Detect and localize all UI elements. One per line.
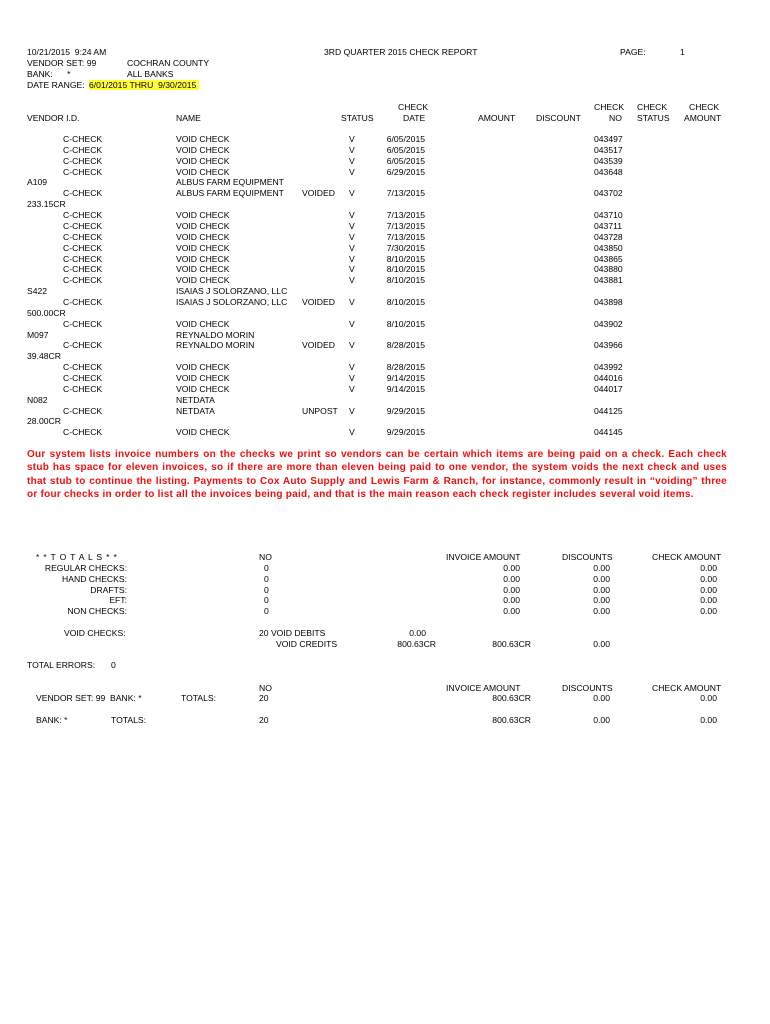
totals-line-label: NON CHECKS:	[67, 606, 127, 617]
total-errors-label: TOTAL ERRORS:	[27, 660, 96, 670]
void-checks-label: VOID CHECKS:	[64, 628, 126, 638]
row-status: V	[349, 155, 355, 166]
row-status: V	[349, 405, 355, 416]
row-check-no: 043881	[594, 275, 623, 286]
row-name: REYNALDO MORIN	[176, 340, 255, 351]
row-vendor-name: NETDATA	[176, 394, 215, 405]
row-vendor-amount: 39.48CR	[27, 351, 61, 362]
row-type: C-CHECK	[63, 134, 103, 144]
summary-vendor-set-label: VENDOR SET: 99 BANK: *	[36, 693, 142, 703]
row-check-no: 044016	[594, 372, 623, 383]
row-check-no: 044145	[594, 427, 623, 438]
date-range-highlight: 6/01/2015 THRU 9/30/2015	[89, 80, 199, 90]
row-name: VOID CHECK	[176, 275, 230, 286]
row-date: 7/13/2015	[386, 188, 425, 199]
totals-line-discounts: 0.00	[593, 606, 610, 617]
row-name: VOID CHECK	[176, 231, 230, 242]
row-name: VOID CHECK	[176, 427, 230, 438]
row-vendor-name: REYNALDO MORIN	[176, 329, 255, 340]
row-date: 6/05/2015	[386, 155, 425, 166]
row-type: C-CHECK	[63, 220, 103, 231]
totals-line-discounts: 0.00	[593, 573, 610, 584]
row-status: V	[349, 372, 355, 383]
row-vendor-id: M097	[27, 329, 49, 340]
row-status: V	[349, 296, 355, 307]
row-check-no: 044017	[594, 383, 623, 394]
summary-bank-totals-label: TOTALS:	[111, 715, 147, 725]
totals-line-no: 0	[264, 573, 269, 584]
bank-label: BANK: *	[27, 69, 71, 79]
row-date: 8/10/2015	[386, 318, 425, 329]
row-status: V	[349, 253, 355, 264]
row-vendor-amount: 233.15CR	[27, 199, 66, 210]
summary-discounts-header: DISCOUNTS	[562, 683, 613, 693]
row-type: C-CHECK	[63, 275, 103, 286]
explanation-note: Our system lists invoice numbers on the checks we print so vendors can be certain which items are being paid on a check. Each check stub has space for eleven invoices, so if there are more than eleven being paid to one vendor, the system voids the next check and uses that stub to continue the listing. Payments to Cox Auto Supply and Lewis Farm & Ranch, for instance, commonly result in “voiding” three or four checks in order to list all the invoices being paid, and that is the main reason each check register includes several void items.	[27, 449, 727, 500]
col-date: DATE	[403, 113, 426, 123]
row-check-no: 043517	[594, 144, 623, 155]
row-check-no: 043992	[594, 362, 623, 373]
row-type: C-CHECK	[63, 242, 103, 253]
void-credits-discounts: 0.00	[593, 639, 610, 649]
summary-check-amount-header: CHECK AMOUNT	[652, 683, 722, 693]
summary-bank-check: 0.00	[700, 715, 717, 725]
col-no: NO	[609, 113, 622, 123]
row-check-no: 043711	[594, 220, 623, 231]
row-status: V	[349, 362, 355, 373]
col-status: STATUS	[341, 113, 374, 123]
row-date: 8/10/2015	[386, 264, 425, 275]
row-type: C-CHECK	[63, 144, 103, 155]
row-status: V	[349, 166, 355, 177]
totals-line-label: DRAFTS:	[90, 584, 127, 595]
totals-line-invoice: 0.00	[503, 606, 520, 617]
row-name: VOID CHECK	[176, 264, 230, 275]
totals-line-discounts: 0.00	[593, 595, 610, 606]
vendor-set-name: COCHRAN COUNTY	[127, 58, 210, 68]
row-check-no: 044125	[594, 405, 623, 416]
total-errors-value: 0	[111, 660, 116, 670]
row-date: 8/10/2015	[386, 253, 425, 264]
totals-line-invoice: 0.00	[503, 584, 520, 595]
report-datetime: 10/21/2015 9:24 AM	[27, 47, 107, 57]
bank-name: ALL BANKS	[127, 69, 174, 79]
row-check-no: 043539	[594, 155, 623, 166]
summary-bank-label: BANK: *	[36, 715, 68, 725]
date-range-label: DATE RANGE:	[27, 80, 85, 90]
void-credits-label: VOID CREDITS	[276, 639, 338, 649]
row-status: V	[349, 134, 355, 144]
row-type: C-CHECK	[63, 253, 103, 264]
totals-line-check: 0.00	[700, 573, 717, 584]
summary-bank-discounts: 0.00	[593, 715, 610, 725]
totals-line-check: 0.00	[700, 606, 717, 617]
row-vendor-id: A109	[27, 177, 48, 188]
row-status: V	[349, 242, 355, 253]
row-check-no: 043648	[594, 166, 623, 177]
totals-line-no: 0	[264, 606, 269, 617]
totals-line-no: 0	[264, 595, 269, 606]
summary-vendor-no: 20	[259, 693, 269, 703]
totals-line-invoice: 0.00	[503, 563, 520, 573]
row-date: 6/29/2015	[386, 166, 425, 177]
row-check-no: 043865	[594, 253, 623, 264]
totals-line-invoice: 0.00	[503, 595, 520, 606]
row-status: V	[349, 340, 355, 351]
col-vendor-id: VENDOR I.D.	[27, 113, 80, 123]
totals-line-check: 0.00	[700, 563, 717, 573]
row-vendor-amount: 28.00CR	[27, 416, 61, 427]
row-name: VOID CHECK	[176, 362, 230, 373]
row-vendor-id: N082	[27, 394, 48, 405]
summary-vendor-check: 0.00	[700, 693, 717, 703]
row-name: VOID CHECK	[176, 253, 230, 264]
row-check-no: 043966	[594, 340, 623, 351]
totals-no-header: NO	[259, 552, 272, 562]
row-name: VOID CHECK	[176, 318, 230, 329]
row-status: V	[349, 427, 355, 438]
row-type: C-CHECK	[63, 340, 103, 351]
summary-vendor-invoice: 800.63CR	[492, 693, 531, 703]
col-check-status: STATUS	[637, 113, 670, 123]
row-type: C-CHECK	[63, 405, 103, 416]
row-name: VOID CHECK	[176, 383, 230, 394]
row-type: C-CHECK	[63, 231, 103, 242]
totals-line-no: 0	[264, 563, 269, 573]
row-type: C-CHECK	[63, 264, 103, 275]
row-name: VOID CHECK	[176, 144, 230, 155]
row-vendor-id: S422	[27, 286, 48, 296]
totals-line-check: 0.00	[700, 595, 717, 606]
row-voided-flag: VOIDED	[302, 188, 335, 199]
totals-line-invoice: 0.00	[503, 573, 520, 584]
col-discount: DISCOUNT	[536, 113, 581, 123]
row-voided-flag: VOIDED	[302, 340, 335, 351]
row-check-no: 043880	[594, 264, 623, 275]
row-type: C-CHECK	[63, 372, 103, 383]
row-check-no: 043497	[594, 134, 623, 144]
row-name: ISAIAS J SOLORZANO, LLC	[176, 296, 288, 307]
totals-line-check: 0.00	[700, 584, 717, 595]
totals-discounts-header: DISCOUNTS	[562, 552, 613, 562]
void-credits-amount: 800.63CR	[397, 639, 436, 649]
col-check-status-top: CHECK	[637, 102, 668, 112]
row-status: V	[349, 318, 355, 329]
summary-bank-no: 20	[259, 715, 269, 725]
row-voided-flag: UNPOST	[302, 405, 338, 416]
row-status: V	[349, 220, 355, 231]
totals-line-label: EFT:	[109, 595, 127, 606]
totals-line-label: HAND CHECKS:	[62, 573, 127, 584]
summary-vendor-discounts: 0.00	[593, 693, 610, 703]
summary-no-header: NO	[259, 683, 272, 693]
col-check-no-top: CHECK	[594, 102, 625, 112]
row-status: V	[349, 264, 355, 275]
row-type: C-CHECK	[63, 362, 103, 373]
row-type: C-CHECK	[63, 296, 103, 307]
row-date: 7/13/2015	[386, 231, 425, 242]
void-debits-amount: 0.00	[409, 628, 426, 638]
row-date: 9/14/2015	[386, 383, 425, 394]
row-date: 8/28/2015	[386, 362, 425, 373]
row-type: C-CHECK	[63, 427, 103, 438]
row-status: V	[349, 383, 355, 394]
totals-line-discounts: 0.00	[593, 563, 610, 573]
row-name: NETDATA	[176, 405, 215, 416]
row-status: V	[349, 188, 355, 199]
void-debits-label: 20 VOID DEBITS	[259, 628, 326, 638]
row-date: 7/13/2015	[386, 220, 425, 231]
row-check-no: 043702	[594, 188, 623, 199]
row-check-no: 043902	[594, 318, 623, 329]
row-date: 6/05/2015	[386, 144, 425, 155]
row-check-no: 043728	[594, 231, 623, 242]
row-status: V	[349, 275, 355, 286]
page-number: 1	[680, 47, 685, 57]
col-check-amount-top: CHECK	[689, 102, 720, 112]
row-name: VOID CHECK	[176, 242, 230, 253]
row-date: 8/10/2015	[386, 296, 425, 307]
page-label: PAGE:	[620, 47, 646, 57]
row-name: VOID CHECK	[176, 155, 230, 166]
row-check-no: 043850	[594, 242, 623, 253]
row-name: VOID CHECK	[176, 372, 230, 383]
summary-invoice-header: INVOICE AMOUNT	[446, 683, 521, 693]
row-date: 7/30/2015	[386, 242, 425, 253]
row-type: C-CHECK	[63, 155, 103, 166]
row-name: VOID CHECK	[176, 220, 230, 231]
row-vendor-name: ISAIAS J SOLORZANO, LLC	[176, 286, 288, 296]
row-type: C-CHECK	[63, 318, 103, 329]
totals-title: * * T O T A L S * *	[36, 552, 118, 562]
row-name: VOID CHECK	[176, 166, 230, 177]
row-date: 6/05/2015	[386, 134, 425, 144]
col-check-amount: AMOUNT	[684, 113, 722, 123]
totals-invoice-header: INVOICE AMOUNT	[446, 552, 521, 562]
col-check-top: CHECK	[398, 102, 429, 112]
row-type: C-CHECK	[63, 210, 103, 220]
row-status: V	[349, 231, 355, 242]
row-date: 8/28/2015	[386, 340, 425, 351]
row-vendor-amount: 500.00CR	[27, 307, 66, 318]
row-name: ALBUS FARM EQUIPMENT	[176, 188, 284, 199]
row-type: C-CHECK	[63, 166, 103, 177]
row-check-no: 043898	[594, 296, 623, 307]
row-type: C-CHECK	[63, 383, 103, 394]
summary-vendor-totals-label: TOTALS:	[181, 693, 217, 703]
totals-line-label: REGULAR CHECKS:	[44, 563, 127, 573]
totals-check-amount-header: CHECK AMOUNT	[652, 552, 722, 562]
summary-bank-invoice: 800.63CR	[492, 715, 531, 725]
void-credits-invoice: 800.63CR	[492, 639, 531, 649]
row-status: V	[349, 144, 355, 155]
row-date: 9/29/2015	[386, 405, 425, 416]
col-name: NAME	[176, 113, 201, 123]
row-name: VOID CHECK	[176, 210, 230, 220]
row-check-no: 043710	[594, 210, 623, 220]
row-date: 8/10/2015	[386, 275, 425, 286]
totals-line-no: 0	[264, 584, 269, 595]
row-date: 7/13/2015	[386, 210, 425, 220]
report-title: 3RD QUARTER 2015 CHECK REPORT	[324, 47, 478, 57]
row-date: 9/14/2015	[386, 372, 425, 383]
row-status: V	[349, 210, 355, 220]
vendor-set-label: VENDOR SET: 99	[27, 58, 97, 68]
col-amount: AMOUNT	[478, 113, 516, 123]
totals-line-discounts: 0.00	[593, 584, 610, 595]
row-name: VOID CHECK	[176, 134, 230, 144]
row-type: C-CHECK	[63, 188, 103, 199]
row-date: 9/29/2015	[386, 427, 425, 438]
row-voided-flag: VOIDED	[302, 296, 335, 307]
row-vendor-name: ALBUS FARM EQUIPMENT	[176, 177, 284, 188]
